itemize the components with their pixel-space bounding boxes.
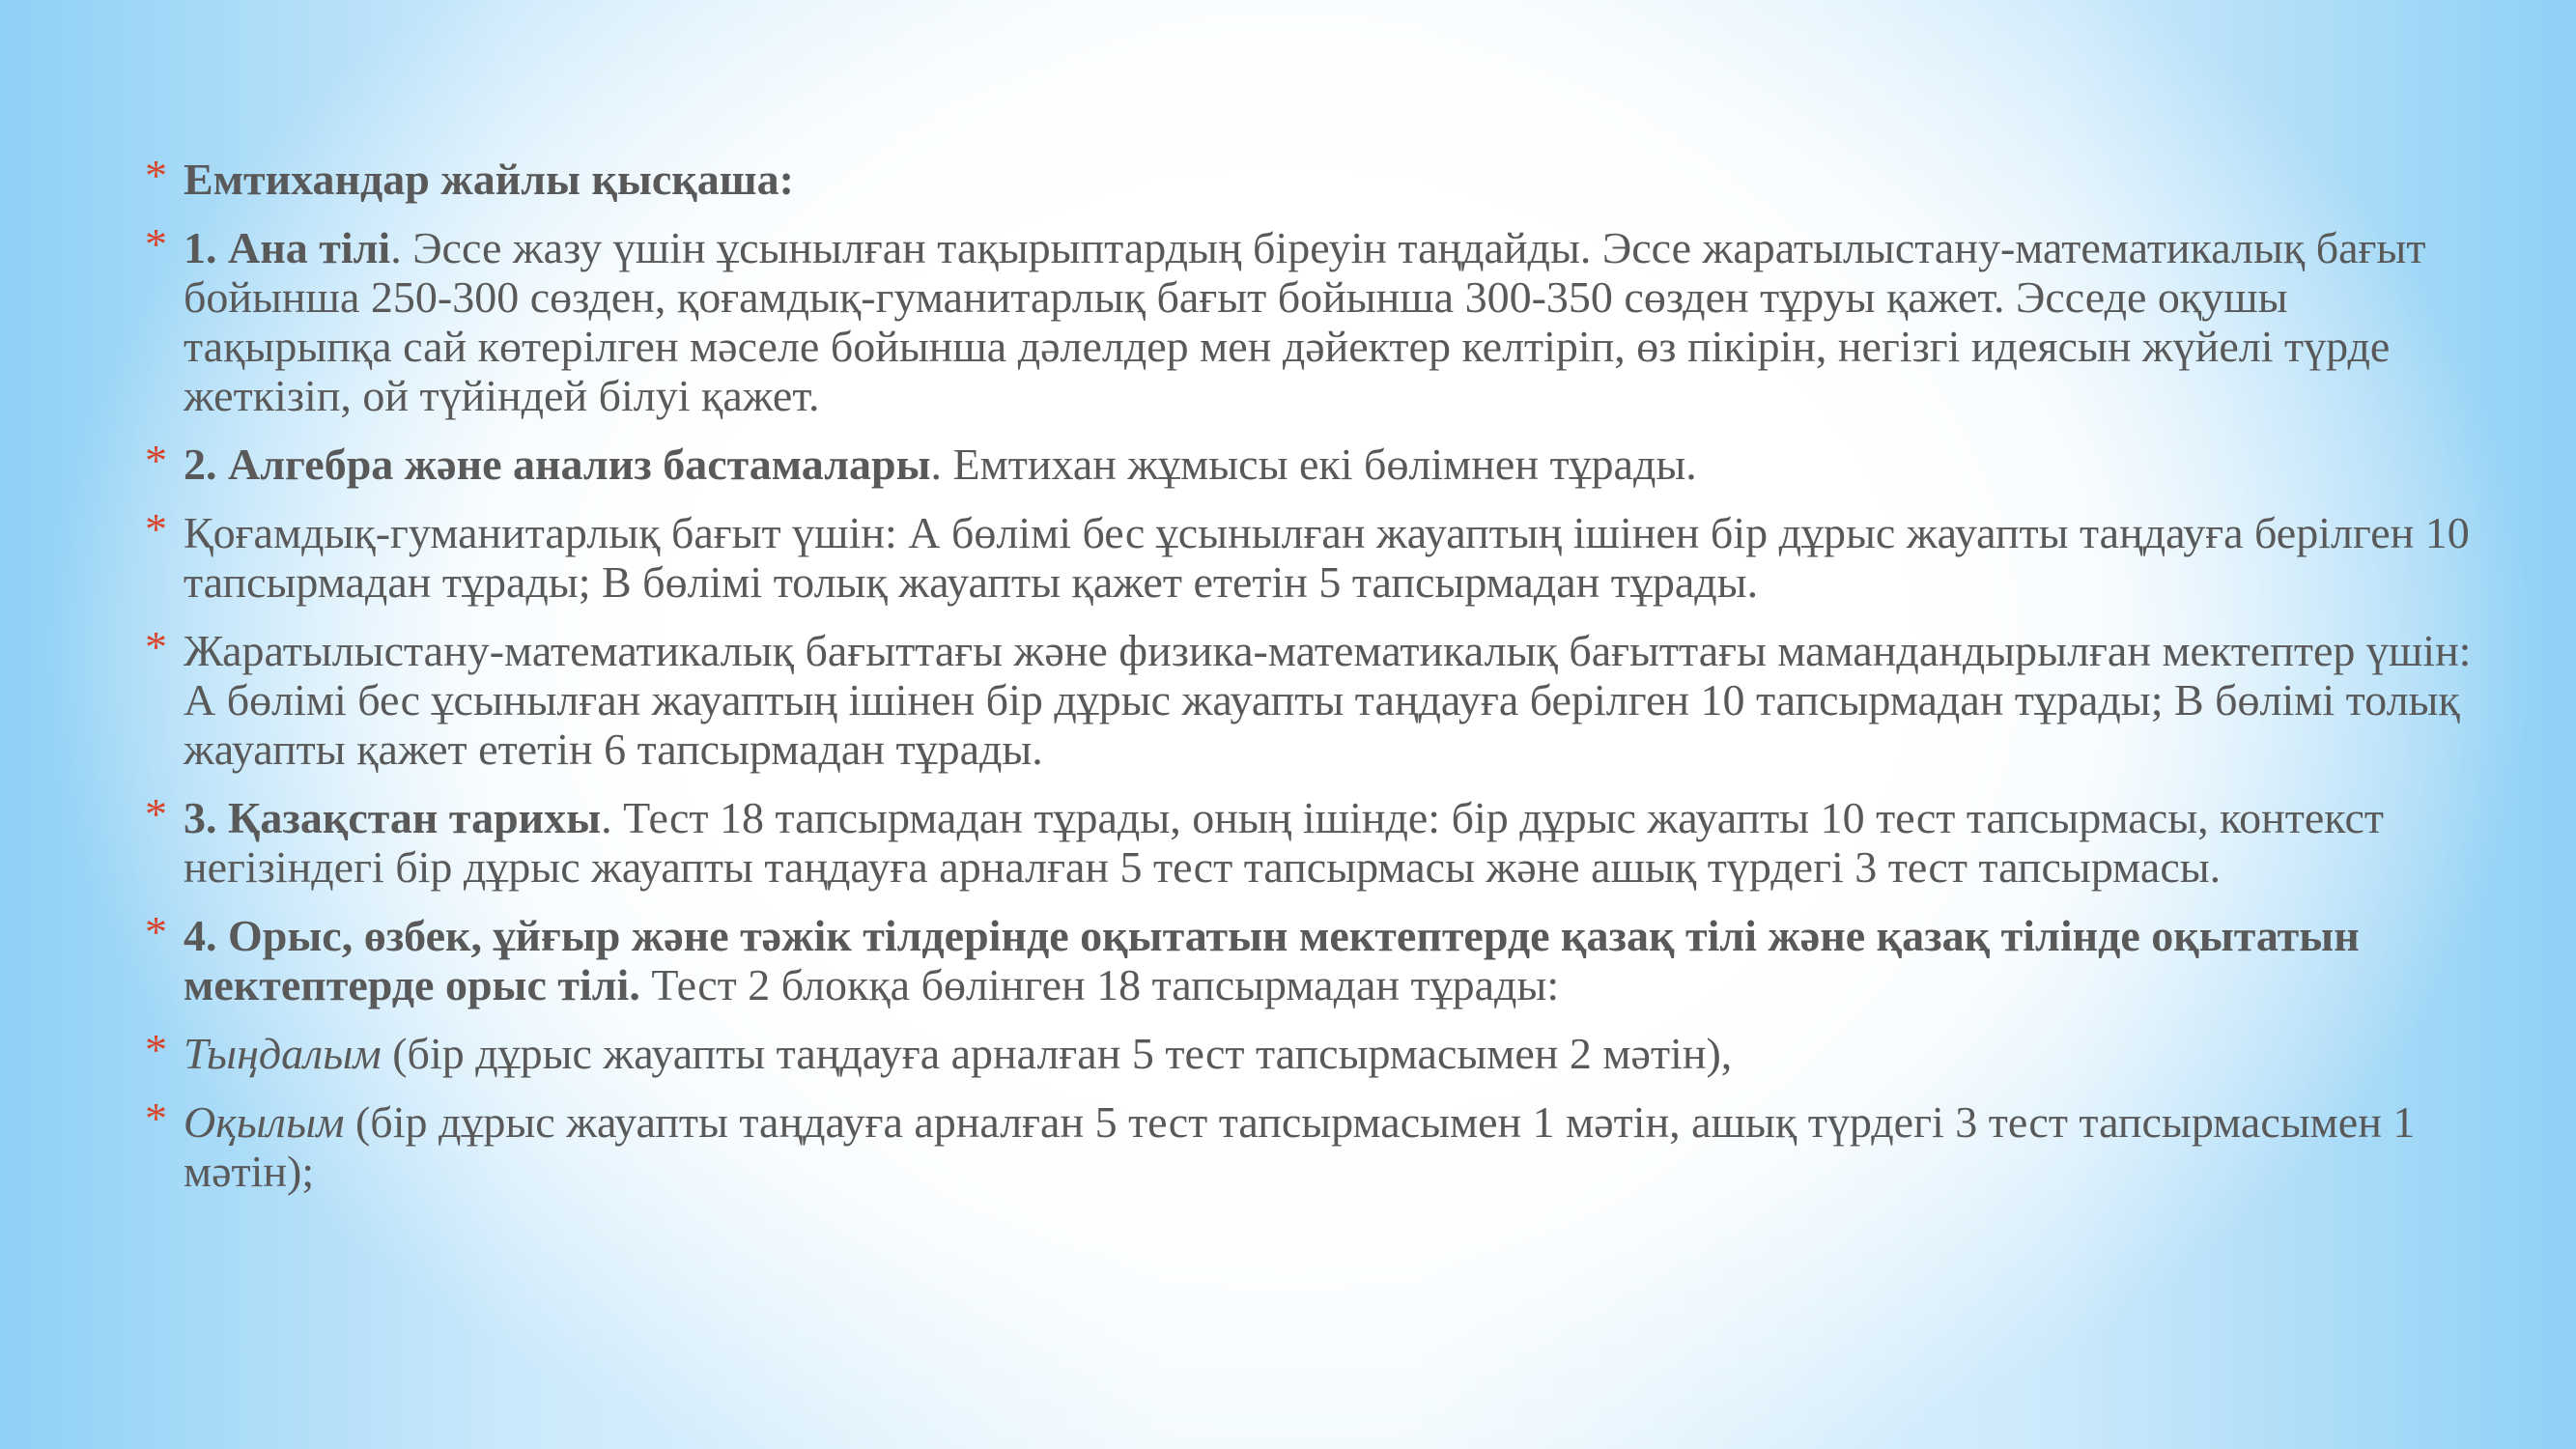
asterisk-bullet-icon: * <box>145 219 167 269</box>
body-text: . Емтихан жұмысы екі бөлімнен тұрады. <box>930 440 1697 489</box>
body-text: Қоғамдық-гуманитарлық бағыт үшін: А бөлімі бес ұсынылған жауаптың ішінен бір дұрыс жауапты таңдауға берілген 10 тапсырмадан тұрады; В бөлімі толық жауапты қажет ететін 5 тапсырмадан тұрады. <box>184 508 2470 607</box>
section-term: Тыңдалым <box>184 1029 382 1078</box>
asterisk-bullet-icon: * <box>145 151 167 200</box>
body-text: Тест 2 блокқа бөлінген 18 тапсырмадан тұрады: <box>639 960 1560 1009</box>
asterisk-bullet-icon: * <box>145 436 167 485</box>
bullet-item-science-track <box>145 622 2482 774</box>
bullet-item-exams-summary <box>145 151 2482 204</box>
body-text: . Эссе жазу үшін ұсынылған тақырыптардың біреуін таңдайды. Эссе жаратылыстану-математикалық бағыт бойынша 250-300 сөзден, қоғамдық-гуманитарлық бағыт бойынша 300-350 сөзден тұруы қажет. Эсседе оқушы тақырыпқа сай көтерілген мәселе бойынша дәлелдер мен дәйектер келтіріп, өз пікірін, негізгі идеясын жүйелі түрде жеткізіп, ой түйіндей білуі қажет. <box>184 223 2426 420</box>
subject-title: 1. Ана тілі <box>184 223 391 272</box>
body-text: . Тест 18 тапсырмадан тұрады, оның ішінде: бір дұрыс жауапты 10 тест тапсырмасы, контекст негізіндегі бір дұрыс жауапты таңдауға арналған 5 тест тапсырмасы және ашық түрдегі 3 тест тапсырмасы. <box>184 793 2384 892</box>
heading-text: Емтихандар жайлы қысқаша: <box>184 155 794 204</box>
asterisk-bullet-icon: * <box>145 789 167 838</box>
bullet-item-listening <box>145 1025 2482 1078</box>
bullet-item-humanities-track <box>145 504 2482 607</box>
asterisk-bullet-icon: * <box>145 504 167 554</box>
bullet-list <box>145 151 2482 1215</box>
subject-title: 4. Орыс, өзбек, ұйғыр және тәжік тілдерінде оқытатын мектептерде қазақ тілі және қазақ тілінде оқытатын мектептерде орыс тілі. <box>184 911 2360 1009</box>
bullet-item-algebra <box>145 436 2482 489</box>
bullet-item-reading <box>145 1094 2482 1196</box>
subject-title: 2. Алгебра және анализ бастамалары <box>184 440 931 489</box>
asterisk-bullet-icon: * <box>145 622 167 671</box>
asterisk-bullet-icon: * <box>145 1094 167 1143</box>
body-text: Жаратылыстану-математикалық бағыттағы және физика-математикалық бағыттағы мамандандырылған мектептер үшін: А бөлімі бес ұсынылған жауаптың ішінен бір дұрыс жауапты таңдауға берілген 10 тапсырмадан тұрады; В бөлімі толық жауапты қажет ететін 6 тапсырмадан тұрады. <box>184 626 2472 774</box>
bullet-item-language-schools <box>145 907 2482 1009</box>
bullet-item-kazakhstan-history <box>145 789 2482 892</box>
bullet-item-native-language <box>145 219 2482 420</box>
asterisk-bullet-icon: * <box>145 1025 167 1074</box>
body-text: (бір дұрыс жауапты таңдауға арналған 5 тест тапсырмасымен 1 мәтін, ашық түрдегі 3 тест тапсырмасымен 1 мәтін); <box>184 1097 2416 1196</box>
subject-title: 3. Қазақстан тарихы <box>184 793 602 842</box>
asterisk-bullet-icon: * <box>145 907 167 956</box>
body-text: (бір дұрыс жауапты таңдауға арналған 5 тест тапсырмасымен 2 мәтін), <box>381 1029 1733 1078</box>
section-term: Оқылым <box>184 1097 345 1147</box>
